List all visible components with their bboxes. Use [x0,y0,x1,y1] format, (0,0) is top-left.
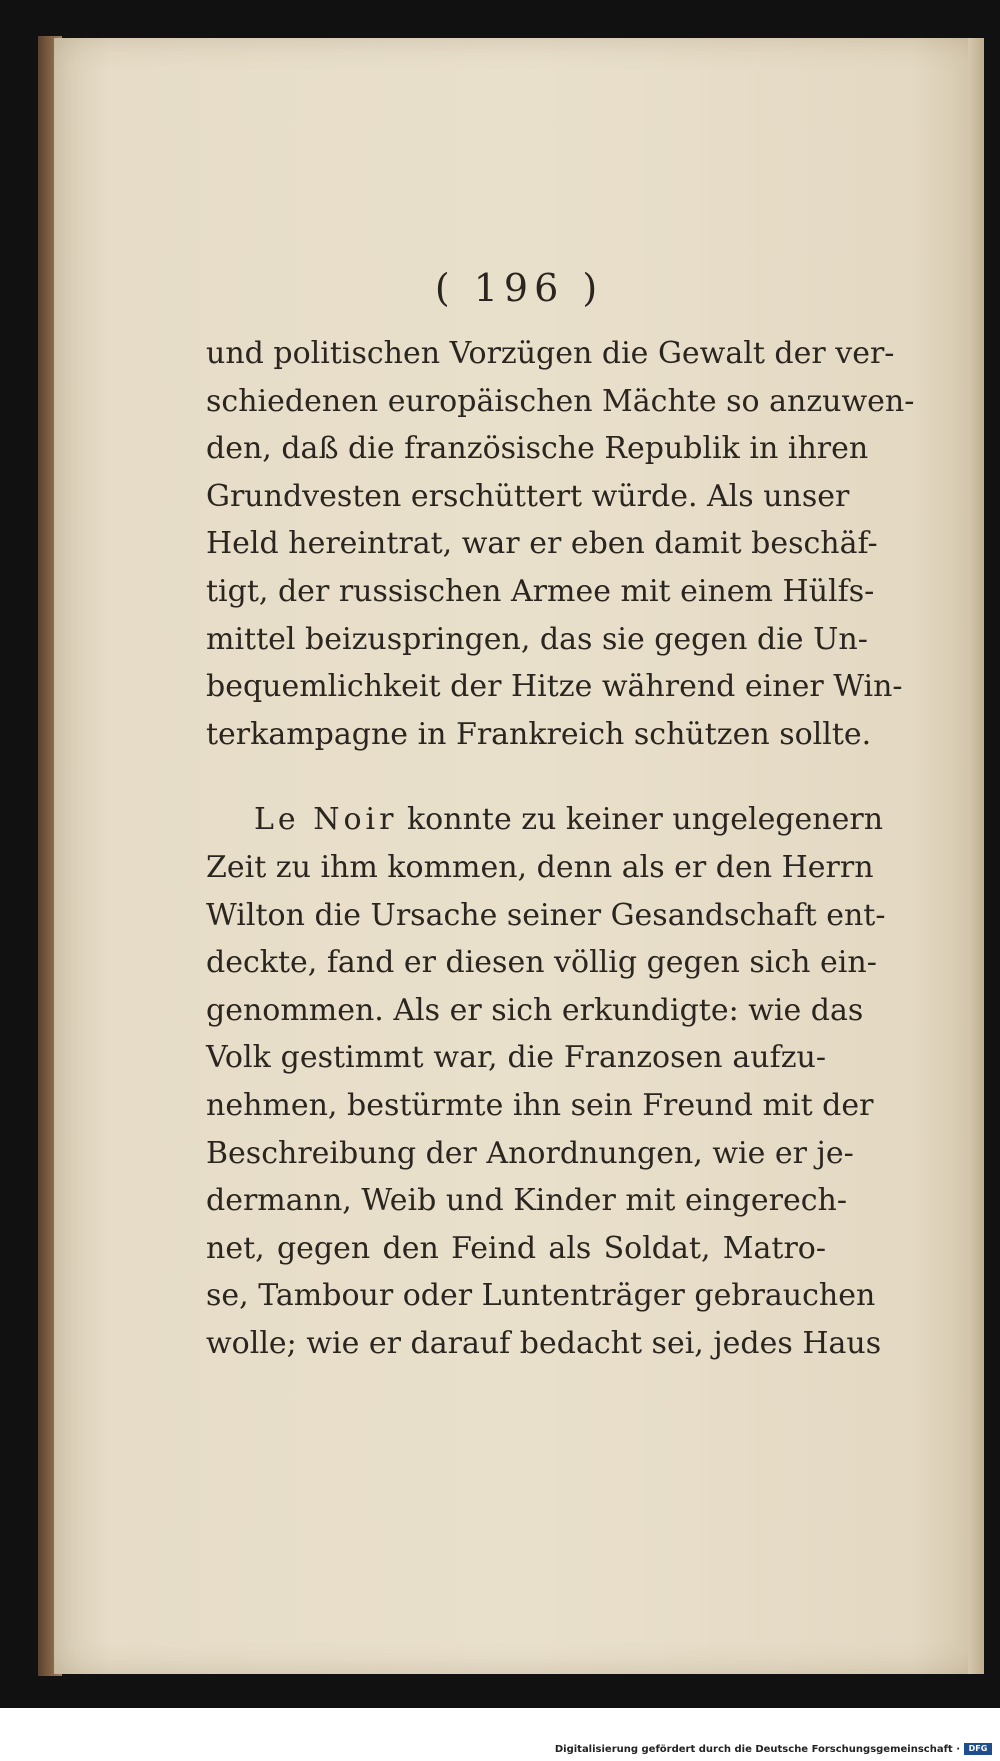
digitization-credit: Digitalisierung gefördert durch die Deutsche Forschungsgemeinschaft · [554,1744,960,1755]
dfg-logo: DFG [964,1743,992,1755]
paragraph-2 [206,796,886,1367]
text-line: deckte, fand er diesen völlig gegen sich ein- [206,945,877,981]
text-line-rest: konnte zu keiner ungelegenern [397,802,884,838]
text-line-first [206,796,884,844]
text-line: wolle; wie er darauf bedacht sei, jedes Haus [206,1325,882,1361]
text-line: genommen. Als er sich erkundigte: wie das [206,992,864,1028]
text-line: Held hereintrat, war er eben damit beschäf- [206,526,878,562]
text-line: tigt, der russischen Armee mit einem Hülfs- [206,573,875,609]
text-line: schiedenen europäischen Mächte so anzuwen- [206,383,915,419]
text-line: nehmen, bestürmte ihn sein Freund mit der [206,1087,874,1123]
text-line: se, Tambour oder Luntenträger gebrauchen [206,1278,876,1314]
footer-bar [0,1708,1000,1761]
text-line: dermann, Weib und Kinder mit eingerech- [206,1183,847,1219]
text-line: bequemlichkeit der Hitze während einer Win- [206,669,903,705]
body-text [206,330,915,1367]
text-line: net, gegen den Feind als Soldat, Matro- [206,1230,826,1266]
text-line: terkampagne in Frankreich schützen sollte. [206,716,872,752]
text-line: mittel beizuspringen, das sie gegen die Un- [206,621,868,657]
text-line: und politischen Vorzügen die Gewalt der ver- [206,336,895,371]
page-number: ( 196 ) [434,266,604,310]
text-line: Wilton die Ursache seiner Gesandschaft ent- [206,897,886,933]
text-line: Grundvesten erschüttert würde. Als unser [206,478,850,514]
name-le-noir: Le Noir [254,802,398,838]
text-line: Zeit zu ihm kommen, denn als er den Herrn [206,849,874,885]
paragraph-1 [206,330,915,758]
text-line: Volk gestimmt war, die Franzosen aufzu- [206,1040,826,1076]
text-line: Beschreibung der Anordnungen, wie er je- [206,1135,854,1171]
text-line: den, daß die französische Republik in ihren [206,431,869,467]
